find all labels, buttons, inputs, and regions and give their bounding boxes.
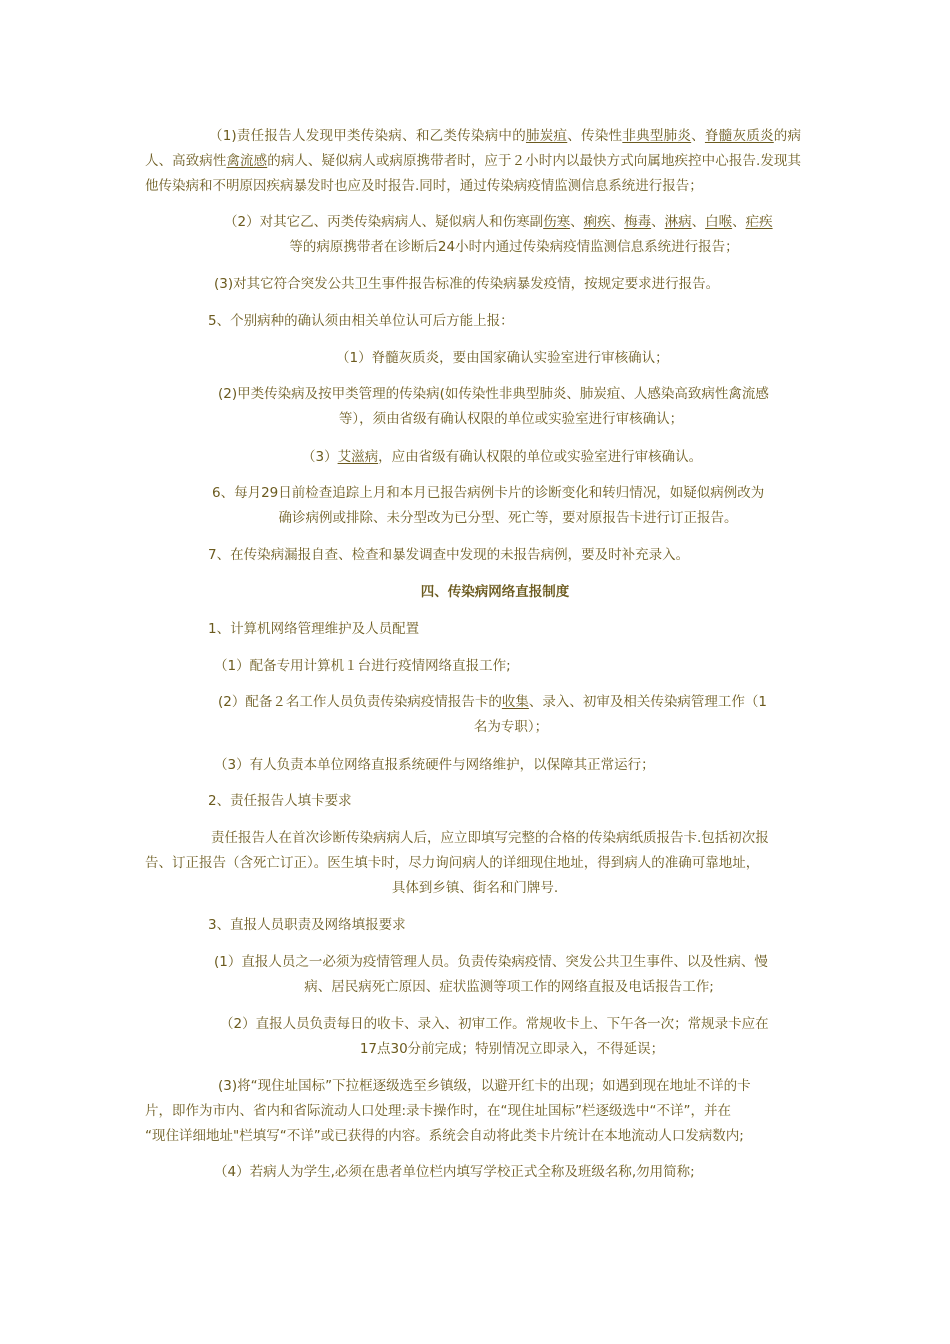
section-heading: 四、传染病网络直报制度 — [420, 584, 570, 600]
text-line: (2)甲类传染病及按甲类管理的传染病(如传染性非典型肺炎、肺炭疽、人感染高致病性禽流感 — [218, 386, 769, 402]
disease-link-dysentery[interactable]: 痢疾 — [583, 214, 611, 230]
text-segment: （3） — [302, 449, 338, 465]
text-segment: 的病人、疑似病人或病原携带者时，应于２小时内以最快方式向属地疾控中心报告.发现其他传染病和不明原因疾病暴发时也应及时报告.同时，通过传染病疫情监测信息系统进行报告； — [145, 153, 802, 194]
disease-link-polio[interactable]: 脊髓灰质炎 — [704, 128, 774, 144]
text-segment: 、 — [732, 214, 746, 230]
disease-link-sars[interactable]: 非典型肺炎 — [622, 128, 692, 144]
paragraph-item-5: 5、个别病种的确认须由相关单位认可后方能上报： — [208, 313, 514, 329]
text-segment: 、 — [651, 214, 665, 230]
paragraph-item-5-2 — [218, 382, 804, 432]
text-line: 病、居民病死亡原因、症状监测等项工作的网络直报及电话报告工作; — [304, 979, 714, 995]
paragraph-item-7: 7、在传染病漏报自查、检查和暴发调查中发现的未报告病例，要及时补充录入。 — [208, 547, 690, 563]
paragraph-reporter-requirements — [145, 826, 805, 901]
text-line: “现住详细地址"栏填写“不详”或已获得的内容。系统会自动将此类卡片统计在本地流动人口发病数内; — [145, 1128, 744, 1144]
text-line: 名为专职）； — [473, 719, 549, 735]
text-line: （2）直报人员负责每日的收卡、录入、初审工作。常规收卡上、下午各一次；常规录卡应在 — [220, 1016, 769, 1032]
text-line: (1）直报人员之一必须为疫情管理人员。负责传染病疫情、突发公共卫生事件、以及性病、慢 — [214, 954, 768, 970]
text-segment: ，应由省级有确认权限的单位或实验室进行审核确认。 — [378, 449, 703, 465]
text-line: (3)将“现住址国标”下拉框逐级选至乡镇级，以避开红卡的出现；如遇到现在地址不详的卡 — [218, 1078, 751, 1094]
text-segment: 、 — [610, 214, 625, 230]
text-line: 确诊病例或排除、未分型改为已分型、死亡等，要对原报告卡进行订正报告。 — [278, 510, 738, 526]
paragraph-net-3-1 — [214, 950, 804, 1000]
paragraph-net-3-4: （4）若病人为学生,必须在患者单位栏内填写学校正式全称及班级名称,勿用简称; — [214, 1164, 695, 1180]
paragraph-net-3-2 — [220, 1012, 804, 1062]
text-line: 等的病原携带者在诊断后24小时内通过传染病疫情监测信息系统进行报告； — [289, 239, 739, 255]
text-line: 具体到乡镇、街名和门牌号. — [391, 880, 559, 896]
text-line: 责任报告人在首次诊断传染病病人后，应立即填写完整的合格的传染病纸质报告卡.包括初次报 — [211, 830, 769, 846]
text-segment: （2）对其它乙、丙类传染病病人、疑似病人和伤寒副 — [224, 214, 544, 230]
paragraph-net-1-1: （1）配备专用计算机１台进行疫情网络直报工作; — [214, 658, 511, 674]
paragraph-net-2: 2、责任报告人填卡要求 — [208, 793, 352, 809]
text-segment: 、 — [691, 128, 705, 144]
text-segment: 、录入、初审及相关传染病管理工作（1 — [528, 694, 767, 710]
text-line: 片，即作为市内、省内和省际流动人口处理:录卡操作时，在“现住址国标”栏逐级选中“不详”，并在 — [145, 1103, 732, 1119]
paragraph-net-3: 3、直报人员职责及网络填报要求 — [208, 917, 406, 933]
text-line: 告、订正报告（含死亡订正）。医生填卡时，尽力询问病人的详细现住地址，得到病人的准确可靠地址， — [145, 855, 760, 871]
text-segment: 、 — [570, 214, 584, 230]
disease-link-gonorrhea[interactable]: 淋病 — [664, 214, 692, 230]
text-line: 等），须由省级有确认权限的单位或实验室进行审核确认； — [338, 411, 684, 427]
paragraph-item-5-3 — [302, 445, 702, 470]
disease-link-syphilis[interactable]: 梅毒 — [624, 214, 652, 230]
paragraph-item-6 — [212, 481, 804, 531]
text-line — [218, 690, 804, 715]
collect-link[interactable]: 收集 — [501, 694, 529, 710]
disease-link-anthrax[interactable]: 肺炭疽 — [525, 128, 568, 144]
paragraph-item-5-1: （1）脊髓灰质炎，要由国家确认实验室进行审核确认； — [336, 350, 669, 366]
paragraph-report-class-b-c — [224, 210, 804, 260]
paragraph-report-class-a — [145, 124, 801, 199]
text-segment: 、 — [691, 214, 706, 230]
text-line: 6、每月29日前检查追踪上月和本月已报告病例卡片的诊断变化和转归情况，如疑似病例改为 — [212, 485, 765, 501]
paragraph-net-1: 1、计算机网络管理维护及人员配置 — [208, 621, 420, 637]
paragraph-net-1-2 — [218, 690, 804, 740]
text-line: 17点30分前完成；特别情况立即录入，不得延误； — [359, 1041, 665, 1057]
text-segment: (2）配备２名工作人员负责传染病疫情报告卡的 — [218, 694, 502, 710]
disease-link-avian-flu[interactable]: 禽流感 — [226, 153, 268, 169]
paragraph-net-1-3: （3）有人负责本单位网络直报系统硬件与网络维护，以保障其正常运行； — [214, 757, 655, 773]
paragraph-net-3-3 — [145, 1074, 805, 1149]
text-line — [224, 210, 804, 235]
paragraph-outbreak-report: (3)对其它符合突发公共卫生事件报告标准的传染病暴发疫情，按规定要求进行报告。 — [214, 276, 720, 292]
disease-link-aids[interactable]: 艾滋病 — [337, 449, 379, 465]
text-segment: 的病人、高致病性 — [145, 128, 802, 169]
disease-link-typhoid[interactable]: 伤寒 — [543, 214, 571, 230]
disease-link-diphtheria[interactable]: 白喉 — [705, 214, 733, 230]
text-segment: 、传染性 — [567, 128, 623, 144]
disease-link-malaria[interactable]: 疟疾 — [745, 214, 773, 230]
text-segment: （1)责任报告人发现甲类传染病、和乙类传染病中的 — [209, 128, 526, 144]
